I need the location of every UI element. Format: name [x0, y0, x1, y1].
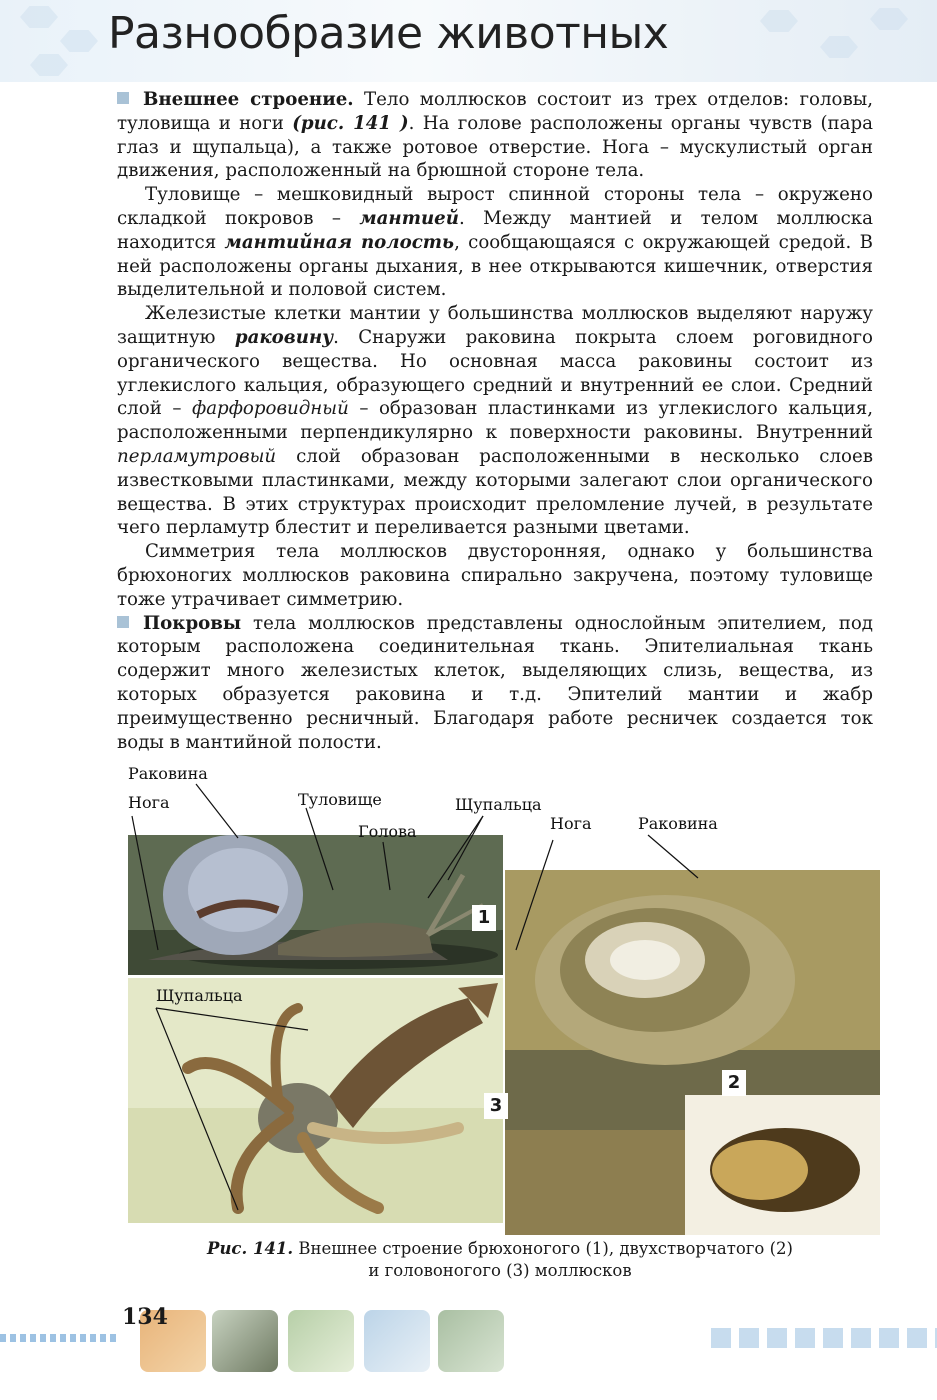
- figure-number-2: 2: [722, 1070, 746, 1096]
- term-mantle-cavity: мантийная полость: [224, 231, 455, 253]
- paragraph-integument: [117, 612, 873, 755]
- text-run: . Снаружи раковина покрыта слоем роговидного органического вещества. Но основная масса раковины состоит из углекислого кальция, образующего средний и внутренний ее слои. Средний слой –: [117, 326, 874, 420]
- label-squid-tentacles: Щупальца: [156, 986, 243, 1005]
- text-run: Тело моллюсков состоит из трех отделов: головы, туловища и ноги: [117, 89, 873, 134]
- text-run: тела моллюсков представлены однослойным эпителием, под которым расположена соединительная ткань. Эпителиальная ткань содержит много железистых клеток, выделяющих слизь, вещества, из которых образуется раковина и т.д. Эпителий мантии и жабр преимущественно ресничный. Благодаря работе ресничек создается ток воды в мантийной полости.: [117, 612, 873, 753]
- text-run: – образован пластинками из углекислого кальция, расположенными перпендикулярно к поверхности раковины. Внутренний: [117, 398, 874, 444]
- text-run: , сообщающаяся с окружающей средой. В ней расположены органы дыхания, в нее открываются кишечник, отверстия выделительной и половой систем.: [117, 231, 873, 301]
- header-decoration: [820, 36, 858, 58]
- footer-thumbnail: [288, 1310, 354, 1372]
- section-bullet-icon: [117, 92, 129, 104]
- caption-line-2: и головоногого (3) моллюсков: [368, 1261, 632, 1280]
- paragraph-shell: [117, 302, 873, 540]
- paragraph-external-structure: [117, 88, 873, 183]
- term-integument: Покровы: [143, 612, 242, 634]
- label-snail-shell: Раковина: [128, 764, 208, 783]
- squid-photo: [128, 978, 503, 1223]
- text-run: слой образован расположенными в несколько слоев известковыми пластинками, между которыми залегают слои органического вещества. В этих структурах происходит преломление лучей, в результате чего перламутр блестит и переливается разными цветами.: [117, 445, 873, 539]
- page-title: Разнообразие животных: [108, 8, 669, 59]
- label-snail-foot: Нога: [128, 793, 170, 812]
- figure-caption: [150, 1238, 850, 1282]
- snail-photo: [128, 835, 503, 975]
- figure-141: [128, 760, 880, 1235]
- header-decoration: [870, 8, 908, 30]
- footer-thumbnail: [364, 1310, 430, 1372]
- header-decoration: [760, 10, 798, 32]
- header-decoration: [30, 54, 68, 76]
- term-nacre-layer: перламутровый: [117, 445, 277, 467]
- text-run: Симметрия тела моллюсков двусторонняя, однако у большинства брюхоногих моллюсков раковина спирально закручена, поэтому туловище тоже утрачивает симметрию.: [117, 541, 873, 610]
- caption-label: Рис. 141.: [207, 1239, 294, 1258]
- snail-image: [128, 835, 503, 975]
- text-run: Туловище – мешковидный вырост спинной стороны тела – окружено складкой покровов –: [117, 184, 873, 229]
- term-mantle: мантией: [359, 207, 459, 229]
- caption-text: Внешнее строение брюхоногого (1), двухстворчатого (2): [293, 1239, 793, 1258]
- term-porcelain-layer: фарфоровидный: [191, 398, 349, 420]
- footer-dots-decoration: [0, 1334, 120, 1342]
- footer-thumbnail: [212, 1310, 278, 1372]
- header-decoration: [60, 30, 98, 52]
- page-number: 134: [122, 1304, 168, 1330]
- term-external-structure: Внешнее строение.: [143, 89, 354, 110]
- paragraph-symmetry: [117, 540, 873, 611]
- section-bullet-icon: [117, 616, 129, 628]
- label-snail-head: Голова: [358, 822, 417, 841]
- page-footer: [0, 1300, 937, 1400]
- figure-number-3: 3: [484, 1093, 508, 1119]
- mussel-image: [505, 870, 880, 1235]
- mussel-photo: [505, 870, 880, 1235]
- text-run: . Между мантией и телом моллюска находится: [117, 207, 873, 253]
- squid-image: [128, 978, 503, 1223]
- label-snail-tentacles: Щупальца: [455, 795, 542, 814]
- header-decoration: [20, 6, 58, 28]
- text-run: . На голове расположены органы чувств (пара глаз и щупальца), а также ротовое отверстие. Нога – мускулистый орган движения, расположенный на брюшной стороне тела.: [117, 112, 874, 182]
- figure-number-1: 1: [472, 905, 496, 931]
- label-mussel-foot: Нога: [550, 814, 592, 833]
- text-run: Железистые клетки мантии у большинства моллюсков выделяют наружу защитную: [117, 303, 873, 348]
- label-mussel-shell: Раковина: [638, 814, 718, 833]
- paragraph-trunk: [117, 183, 873, 302]
- figure-reference: (рис. 141 ): [292, 112, 409, 134]
- label-snail-body: Туловище: [298, 790, 382, 809]
- term-shell: раковину: [234, 326, 334, 348]
- footer-squares-decoration: [711, 1328, 937, 1348]
- caption-line-1: [150, 1238, 850, 1260]
- footer-thumbnail: [438, 1310, 504, 1372]
- body-text: [117, 88, 873, 754]
